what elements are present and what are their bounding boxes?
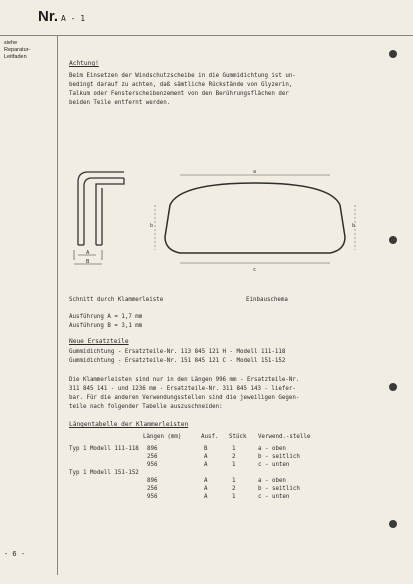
table-cell: Typ 1 Modell 151-152: [69, 470, 139, 476]
paragraph-line: Die Klammerleisten sind nur in den Längen 996 mm - Ersatzteile-Nr.: [69, 377, 300, 383]
dim-label-b: B: [86, 259, 90, 265]
margin-note-line: Leitfaden: [4, 54, 27, 60]
installation-scheme-diagram: [150, 165, 360, 275]
table-header-cell: Ausf.: [201, 434, 219, 440]
table-cell: Typ 1 Modell 111-118: [69, 446, 139, 452]
table-row: [69, 493, 310, 501]
table-cell: [201, 469, 229, 477]
table-cell: 896: [147, 478, 158, 484]
table-cell: B: [204, 446, 208, 452]
table-cell: [69, 461, 143, 469]
table-row: [69, 453, 310, 461]
table-cell: b - seitlich: [258, 486, 300, 492]
version-line: Ausführung B = 3,1 mm: [69, 323, 143, 329]
nr-label: Nr.: [38, 8, 59, 25]
table-row: [69, 461, 310, 469]
page-number: - 6 -: [4, 550, 26, 558]
binder-hole-icon: [389, 383, 397, 391]
table-cell: [258, 469, 310, 477]
binder-hole-icon: [389, 50, 397, 58]
warning-line: beiden Teile entfernt werden.: [69, 100, 171, 106]
table-cell: 1: [232, 494, 236, 500]
warning-line: Beim Einsetzen der Windschutzscheibe in die Gummidichtung ist un-: [69, 73, 296, 79]
scheme-caption: Einbauschema: [246, 297, 288, 303]
table-cell: a - oben: [258, 478, 286, 484]
dim-label-right: b: [352, 223, 356, 229]
table-row: [69, 469, 310, 477]
table-cell: 1: [232, 462, 236, 468]
table-cell: 2: [232, 454, 236, 460]
table-cell: A: [204, 494, 208, 500]
warning-title: Achtung!: [69, 60, 99, 67]
table-cell: A: [204, 462, 208, 468]
table-cell: 256: [147, 454, 158, 460]
table-cell: b - seitlich: [258, 454, 300, 460]
table-cell: [69, 493, 143, 501]
warning-line: bedingt darauf zu achten, daß sämtliche Rückstände von Glyzerin,: [69, 82, 293, 88]
dim-label-top: a: [253, 169, 257, 175]
dim-label-left: b: [150, 223, 154, 229]
table-cell: 2: [232, 486, 236, 492]
table-cell: 256: [147, 486, 158, 492]
dim-label-bottom: c: [253, 267, 257, 273]
table-cell: [69, 477, 143, 485]
binder-hole-icon: [389, 236, 397, 244]
warning-line: Talkum oder Fensterscheibenzement von den Berührungsflächen der: [69, 91, 289, 97]
page-header-nr: [38, 8, 85, 25]
top-rule: [0, 35, 413, 36]
paragraph-line: 311 845 141 - und 1236 mm - Ersatzteile-Nr. 311 845 143 - liefer-: [69, 386, 296, 392]
table-cell: [69, 453, 143, 461]
table-cell: [69, 485, 143, 493]
table-title: Längentabelle der Klammerleisten: [69, 421, 189, 428]
table-cell: 956: [147, 462, 158, 468]
version-line: Ausführung A = 1,7 mm: [69, 314, 143, 320]
margin-note-line: Reparatur-: [4, 47, 31, 53]
dim-label-a: A: [86, 250, 90, 256]
table-cell: [143, 469, 201, 477]
length-table: [69, 433, 310, 501]
margin-rule: [57, 35, 58, 575]
table-header-cell: Längen (mm): [143, 434, 182, 440]
new-parts-line: Gummidichtung - Ersatzteile-Nr. 113 845 121 H - Modell 111-118: [69, 349, 286, 355]
paragraph-line: teile nach folgender Tabelle auszuschneiden:: [69, 404, 223, 410]
table-header-cell: Verwend.-stelle: [258, 434, 311, 440]
table-cell: c - unten: [258, 494, 290, 500]
cross-section-caption: Schnitt durch Klammerleiste: [69, 297, 164, 303]
table-cell: A: [204, 478, 208, 484]
table-cell: [229, 469, 258, 477]
cross-section-diagram: [66, 160, 136, 270]
table-header-row: [69, 433, 310, 441]
table-cell: 956: [147, 494, 158, 500]
table-cell: a - oben: [258, 446, 286, 452]
margin-note: [4, 40, 54, 61]
binder-hole-icon: [389, 520, 397, 528]
table-row: [69, 445, 310, 453]
table-cell: A: [204, 454, 208, 460]
table-cell: 1: [232, 446, 236, 452]
table-cell: c - unten: [258, 462, 290, 468]
table-cell: 1: [232, 478, 236, 484]
table-cell: 896: [147, 446, 158, 452]
table-row: [69, 485, 310, 493]
table-cell: A: [204, 486, 208, 492]
table-header-cell: [69, 433, 143, 441]
nr-value: A - 1: [61, 14, 86, 23]
new-parts-title: Neue Ersatzteile: [69, 338, 129, 345]
paragraph-line: bar. Für die anderen Verwendungsstellen sind die jeweiligen Gegen-: [69, 395, 300, 401]
new-parts-line: Gummidichtung - Ersatzteile-Nr. 151 845 121 C - Modell 151-152: [69, 358, 286, 364]
table-row: [69, 477, 310, 485]
table-header-cell: Stück: [229, 434, 247, 440]
margin-note-line: siehe: [4, 40, 18, 46]
